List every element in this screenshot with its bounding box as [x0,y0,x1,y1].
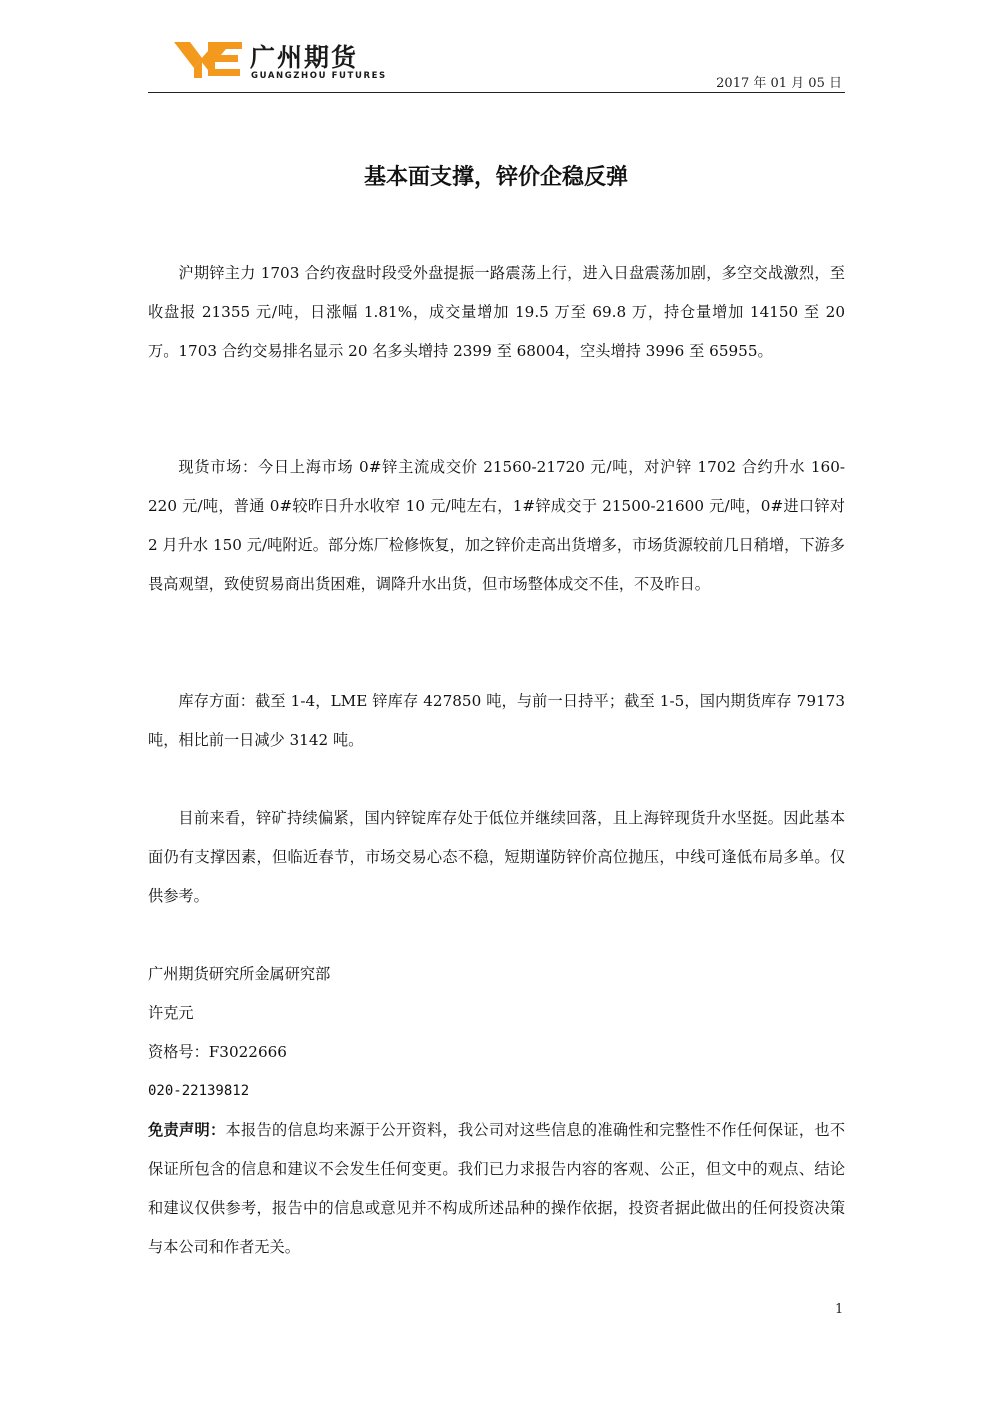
signature-phone: 020-22139812 [148,1083,250,1099]
signature-department: 广州期货研究所金属研究部 [148,965,331,983]
paragraph-futures-market: 沪期锌主力 1703 合约夜盘时段受外盘提振一路震荡上行，进入日盘震荡加剧，多空交战激烈，至收盘报 21355 元/吨，日涨幅 1.81%，成交量增加 19.5 万至 69.8 万，持仓量增加 14150 至 20 万。1703 合约交易排名显示 20 名多头增持 2399 至 68004，空头增持 3996 至 65955。 [148,264,845,360]
logo-english-name: GUANGZHOU FUTURES [251,71,387,81]
page-number: 1 [835,1302,844,1317]
header-divider [148,92,845,93]
paragraph-inventory: 库存方面：截至 1-4，LME 锌库存 427850 吨，与前一日持平；截至 1-5，国内期货库存 79173 吨，相比前一日减少 3142 吨。 [148,692,845,749]
paragraph-spot-market: 现货市场：今日上海市场 0#锌主流成交价 21560-21720 元/吨，对沪锌 1702 合约升水 160-220 元/吨，普通 0#较昨日升水收窄 10 元/吨左右，1#锌成交于 21500-21600 元/吨，0#进口锌对 2 月升水 150 元/吨附近。部分炼厂检修恢复，加之锌价走高出货增多，市场货源较前几日稍增，下游多畏高观望，致使贸易商出货困难，调降升水出货，但市场整体成交不佳，不及昨日。 [148,458,845,593]
signature-author: 许克元 [148,1004,194,1022]
paragraph-outlook: 目前来看，锌矿持续偏紧，国内锌锭库存处于低位并继续回落，且上海锌现货升水坚挺。因此基本面仍有支撑因素，但临近春节，市场交易心态不稳，短期谨防锌价高位抛压，中线可逢低布局多单。仅供参考。 [148,809,845,905]
logo-chinese-name: 广州期货 [250,43,359,72]
disclaimer-label: 免责声明： [148,1121,226,1139]
company-logo [172,38,387,88]
signature-license: 资格号：F3022666 [148,1043,287,1061]
report-date: 2017 年 01 月 05 日 [716,76,842,91]
disclaimer-text: 本报告的信息均来源于公开资料，我公司对这些信息的准确性和完整性不作任何保证，也不保证所包含的信息和建议不会发生任何变更。我们已力求报告内容的客观、公正，但文中的观点、结论和建议仅供参考，报告中的信息或意见并不构成所述品种的操作依据，投资者据此做出的任何投资决策与本公司和作者无关。 [148,1121,846,1256]
disclaimer [148,1111,845,1267]
report-title: 基本面支撑，锌价企稳反弹 [363,165,628,190]
guangzhou-futures-logo-icon [172,38,244,80]
